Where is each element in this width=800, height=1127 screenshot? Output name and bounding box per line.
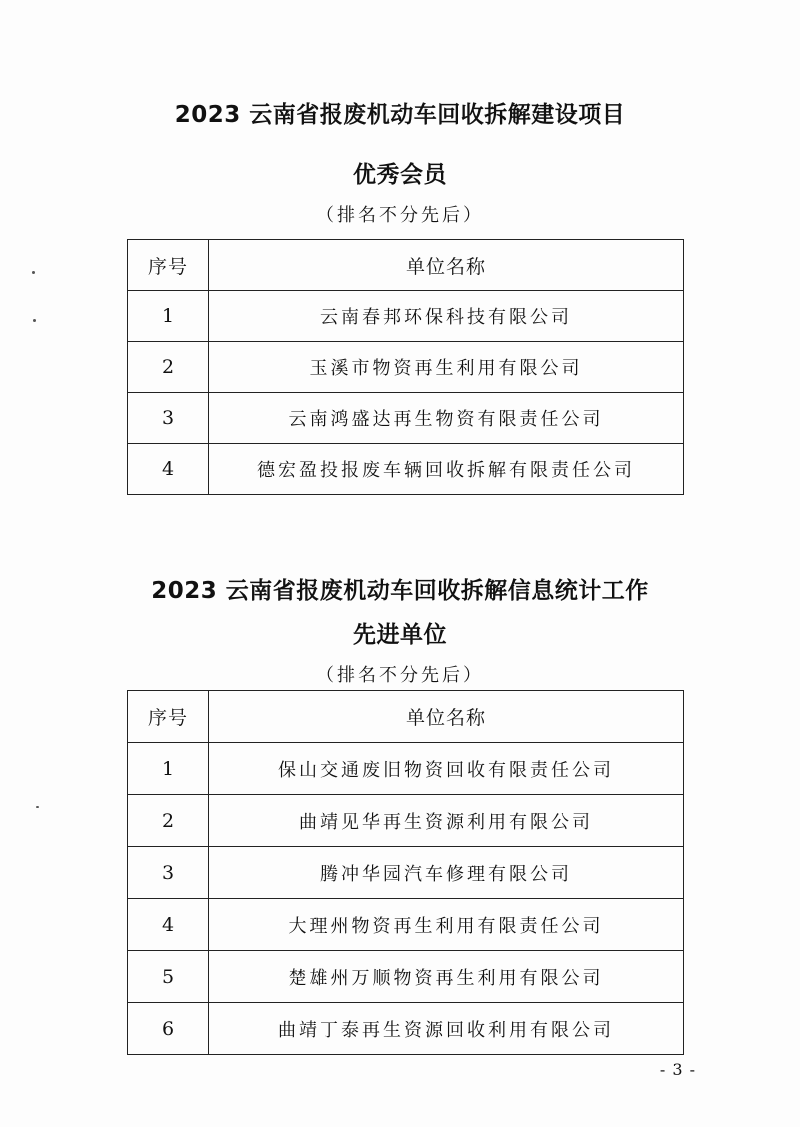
table-row [128, 899, 684, 951]
row-number: 3 [128, 393, 209, 444]
row-number: 4 [128, 444, 209, 495]
table-row [128, 444, 684, 495]
table-row [128, 393, 684, 444]
unit-name: 保山交通废旧物资回收有限责任公司 [209, 743, 684, 795]
unit-name: 德宏盈投报废车辆回收拆解有限责任公司 [209, 444, 684, 495]
scan-speck [33, 319, 36, 322]
table-row [128, 951, 684, 1003]
unit-name: 云南春邦环保科技有限公司 [209, 291, 684, 342]
row-number: 6 [128, 1003, 209, 1055]
column-header-number: 序号 [128, 691, 209, 743]
section2-title-line2: 先进单位 [353, 622, 447, 648]
section2-ranking-note: （排名不分先后） [316, 665, 484, 686]
row-number: 5 [128, 951, 209, 1003]
table-row [128, 847, 684, 899]
unit-name: 大理州物资再生利用有限责任公司 [209, 899, 684, 951]
row-number: 1 [128, 291, 209, 342]
page-number: - 3 - [659, 1060, 696, 1079]
section1-title-line2: 优秀会员 [353, 162, 447, 188]
row-number: 4 [128, 899, 209, 951]
section1-ranking-note: （排名不分先后） [316, 205, 484, 226]
unit-name: 腾冲华园汽车修理有限公司 [209, 847, 684, 899]
table-row [128, 743, 684, 795]
column-header-unit-name: 单位名称 [209, 691, 684, 743]
column-header-unit-name: 单位名称 [209, 240, 684, 291]
unit-name: 云南鸿盛达再生物资有限责任公司 [209, 393, 684, 444]
row-number: 2 [128, 342, 209, 393]
row-number: 2 [128, 795, 209, 847]
scan-speck [36, 806, 39, 808]
unit-name: 曲靖丁泰再生资源回收利用有限公司 [209, 1003, 684, 1055]
section2-table [127, 690, 684, 1055]
table-header-row [128, 691, 684, 743]
section2-title-line1: 2023 云南省报废机动车回收拆解信息统计工作 [151, 578, 649, 604]
unit-name: 楚雄州万顺物资再生利用有限公司 [209, 951, 684, 1003]
table-row [128, 291, 684, 342]
unit-name: 曲靖见华再生资源利用有限公司 [209, 795, 684, 847]
section1-title-line1: 2023 云南省报废机动车回收拆解建设项目 [174, 102, 626, 128]
unit-name: 玉溪市物资再生利用有限公司 [209, 342, 684, 393]
row-number: 3 [128, 847, 209, 899]
column-header-number: 序号 [128, 240, 209, 291]
table-row [128, 795, 684, 847]
row-number: 1 [128, 743, 209, 795]
section1-table [127, 239, 684, 495]
table-row [128, 342, 684, 393]
table-header-row [128, 240, 684, 291]
table-row [128, 1003, 684, 1055]
scan-speck [32, 271, 35, 274]
